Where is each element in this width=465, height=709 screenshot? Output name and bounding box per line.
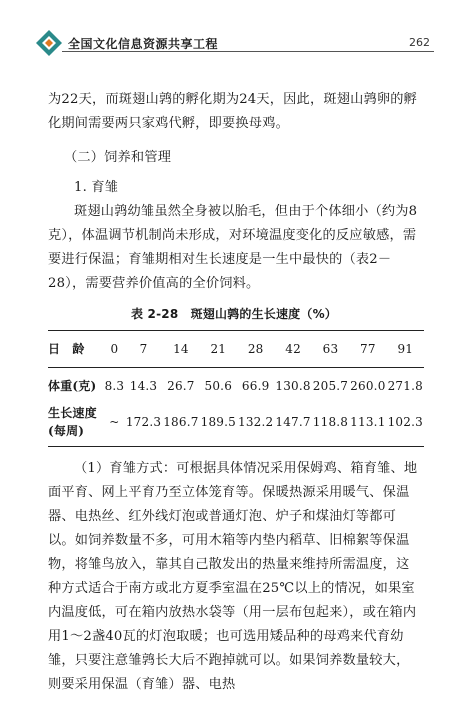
table-cell: 14.3: [129, 379, 158, 393]
day-header: 7: [125, 331, 162, 368]
table-cell: 26.7: [167, 379, 195, 393]
table-cell: 271.8: [387, 379, 423, 393]
table-cell: 113.1: [350, 415, 386, 429]
table-cell: 50.6: [204, 379, 233, 393]
table-cell: 172.3: [125, 415, 162, 429]
day-header: 42: [274, 331, 311, 368]
table-cell: 205.7: [312, 379, 349, 393]
paragraph-brooding-method: （1）育雏方式：可根据具体情况采用保姆鸡、箱育雏、地面平育、网上平育乃至立体笼育等。保暖热源采用暖气、保温器、电热丝、红外线灯泡或普通灯泡、炉子和煤油灯等都可以。如饲养数量不多，可用木箱等内垫内稻草、旧棉絮等保温物，将雏鸟放入，靠其自己散发出的热量来维持所需温度，这种方式适合于南方或北方夏季室温在25℃以上的情况，如果室内温度低，可在箱内放热水袋等（用一层布包起来），或在箱内用1～2盏40瓦的灯泡取暖；也可选用矮品种的母鸡来代育幼雏，只要注意雏鹑长大后不跑掉就可以。如果饲养数量较大，则要采用保温（育雏）器、电热: [48, 461, 418, 692]
table-cell: 186.7: [163, 415, 199, 429]
paragraph-intro: 斑翅山鹑幼雏虽然全身被以胎毛，但由于个体细小（约为8克），体温调节机制尚未形成，对环境温度变化的反应敏感，需要进行保温；育雏期相对生长速度是一生中最快的（表2－28），需要营养价值高的全价饲料。: [48, 204, 418, 291]
table-header-row: [48, 331, 424, 368]
table-caption: 表 2-28 斑翅山鹑的生长速度（%）: [130, 307, 338, 321]
row-label: 生长速度(每周): [48, 406, 97, 438]
day-header: 77: [349, 331, 386, 368]
table-cell: 102.3: [387, 415, 423, 429]
page-header: [34, 28, 434, 58]
page-number: 262: [409, 36, 430, 49]
sub-heading: 1. 育雏: [74, 180, 119, 195]
table-cell: 130.8: [275, 379, 311, 393]
table-cell: 118.8: [312, 415, 349, 429]
section-heading: （二）饲养和管理: [64, 150, 172, 165]
page-content: [48, 88, 423, 697]
row-label: 体重(克): [48, 379, 97, 393]
paragraph-continuation: 为22天，而斑翅山鹑的孵化期为24天，因此，斑翅山鹑卵的孵化期间需要两只家鸡代孵，即要换母鸡。: [48, 92, 418, 131]
table-cell: 189.5: [200, 415, 236, 429]
day-header: 63: [312, 331, 349, 368]
table-cell: 260.0: [350, 379, 386, 393]
day-header: 0: [104, 331, 125, 368]
day-header: 91: [387, 331, 424, 368]
header-rule: [62, 51, 434, 52]
day-header: 28: [237, 331, 274, 368]
table-cell: 132.2: [238, 415, 274, 429]
table-cell: ~: [109, 415, 120, 429]
day-header: 21: [200, 331, 237, 368]
header-title: 全国文化信息资源共享工程: [68, 37, 219, 51]
growth-rate-table: [48, 330, 424, 447]
table-row: [48, 368, 424, 402]
table-cell: 147.7: [275, 415, 311, 429]
table-cell: 66.9: [241, 379, 270, 393]
table-header-label: 日 龄: [48, 331, 104, 368]
table-row: [48, 401, 424, 447]
library-logo-icon: [34, 28, 64, 58]
table-cell: 8.3: [104, 379, 125, 393]
day-header: 14: [162, 331, 199, 368]
